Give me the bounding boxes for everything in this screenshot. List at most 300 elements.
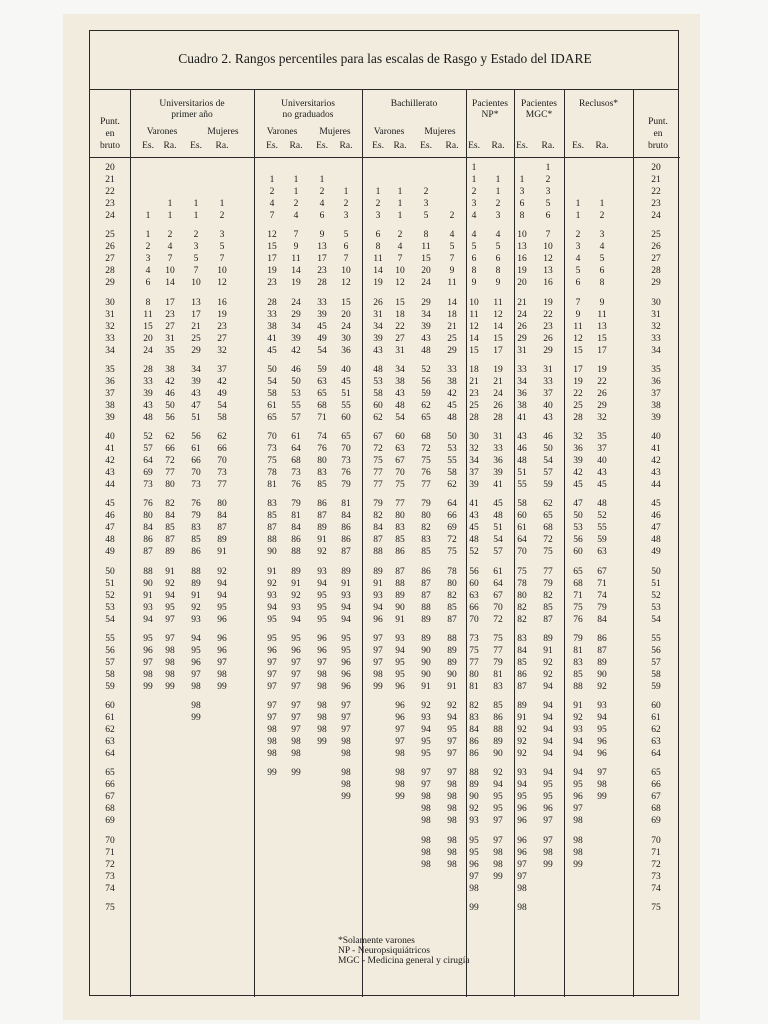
row-score-right: 31 — [651, 309, 661, 320]
row-score-left: 20 — [105, 163, 115, 173]
row-score-left: 42 — [105, 456, 115, 467]
table-cell: 11 — [493, 297, 503, 308]
row-score-right: 35 — [651, 364, 661, 375]
table-cell: 45 — [493, 499, 503, 510]
table-cell: 14 — [291, 266, 301, 277]
table-cell: 49 — [217, 388, 227, 399]
table-cell: 4 — [495, 230, 501, 241]
table-cell: 53 — [573, 523, 583, 534]
table-cell: 6 — [375, 230, 381, 241]
table-cell: 59 — [597, 535, 607, 546]
table-cell: 93 — [143, 602, 153, 613]
table-cell: 42 — [573, 468, 583, 479]
table-cell: 80 — [317, 456, 327, 467]
group-header: NP* — [481, 110, 499, 120]
table-cell: 7 — [449, 254, 455, 265]
table-cell: 98 — [517, 883, 527, 894]
table-cell: 83 — [469, 713, 479, 724]
table-cell: 57 — [143, 444, 153, 455]
table-cell: 4 — [145, 266, 151, 277]
table-cell: 95 — [469, 847, 479, 858]
table-cell: 11 — [421, 242, 431, 253]
table-cell: 94 — [543, 768, 553, 779]
table-cell: 87 — [421, 590, 431, 601]
table-cell: 96 — [291, 645, 301, 656]
table-cell: 96 — [543, 804, 553, 815]
table-cell: 60 — [373, 400, 383, 411]
row-score-right: 25 — [651, 230, 661, 241]
row-score-left: 29 — [105, 278, 115, 289]
row-score-left: 70 — [105, 835, 115, 846]
table-cell: 3 — [471, 199, 477, 210]
row-score-left: 27 — [105, 254, 115, 265]
table-cell: 5 — [343, 230, 349, 241]
table-cell: 96 — [217, 614, 227, 625]
table-cell: 94 — [543, 701, 553, 711]
table-cell: 20 — [421, 266, 431, 277]
table-cell: 98 — [317, 681, 327, 692]
row-score-right: 65 — [651, 768, 661, 779]
table-cell: 80 — [469, 669, 479, 680]
table-cell: 70 — [267, 432, 277, 442]
table-cell: 98 — [191, 681, 201, 692]
table-cell: 70 — [517, 547, 527, 558]
table-cell: 5 — [219, 242, 225, 253]
table-cell: 15 — [597, 333, 607, 344]
sub-label: Ra. — [289, 141, 303, 151]
table-cell: 48 — [373, 364, 383, 375]
punt-header-right: bruto — [647, 141, 669, 151]
table-cell: 88 — [267, 535, 277, 546]
table-cell: 91 — [517, 713, 527, 724]
sub-label: Ra. — [595, 141, 609, 151]
table-cell: 95 — [341, 633, 351, 644]
table-cell: 98 — [341, 768, 351, 779]
table-cell: 98 — [267, 749, 277, 760]
table-cell: 2 — [343, 199, 349, 210]
row-score-right: 37 — [651, 388, 661, 399]
sub-label: Ra. — [491, 141, 505, 151]
table-cell: 12 — [267, 230, 277, 241]
table-cell: 9 — [449, 266, 455, 277]
table-cell: 66 — [469, 602, 479, 613]
table-cell: 76 — [143, 499, 153, 510]
row-score-right: 75 — [651, 902, 661, 913]
table-cell: 7 — [193, 266, 199, 277]
table-cell: 34 — [517, 376, 527, 387]
table-cell: 45 — [317, 321, 327, 332]
sex-label-male: Varones — [266, 127, 298, 137]
table-cell: 98 — [447, 780, 457, 791]
row-score-left: 38 — [105, 400, 115, 411]
table-cell: 77 — [373, 480, 383, 491]
table-cell: 95 — [421, 737, 431, 748]
table-cell: 84 — [341, 511, 351, 522]
table-cell: 76 — [291, 480, 301, 491]
table-cell: 91 — [165, 566, 175, 577]
table-cell: 19 — [543, 297, 553, 308]
table-cell: 2 — [145, 242, 151, 253]
table-cell: 83 — [421, 535, 431, 546]
table-cell: 42 — [291, 345, 301, 356]
table-cell: 28 — [143, 364, 153, 375]
table-cell: 70 — [469, 614, 479, 625]
table-cell: 4 — [575, 254, 581, 265]
table-cell: 85 — [421, 547, 431, 558]
table-cell: 43 — [373, 345, 383, 356]
table-cell: 94 — [291, 614, 301, 625]
table-cell: 36 — [573, 444, 583, 455]
group-header: MGC* — [525, 110, 553, 120]
table-cell: 98 — [341, 780, 351, 791]
table-cell: 85 — [165, 523, 175, 534]
table-cell: 6 — [319, 211, 325, 222]
table-cell: 96 — [517, 835, 527, 846]
table-cell: 65 — [267, 412, 277, 423]
table-cell: 96 — [373, 614, 383, 625]
row-score-right: 33 — [651, 333, 661, 344]
table-cell: 60 — [517, 511, 527, 522]
table-cell: 22 — [597, 376, 607, 387]
table-cell: 99 — [341, 792, 351, 803]
table-cell: 4 — [599, 242, 605, 253]
table-cell: 94 — [597, 713, 607, 724]
table-cell: 96 — [597, 749, 607, 760]
table-cell: 16 — [517, 254, 527, 265]
table-cell: 97 — [447, 749, 457, 760]
table-cell: 90 — [267, 547, 277, 558]
table-cell: 12 — [573, 333, 583, 344]
table-cell: 15 — [143, 321, 153, 332]
table-cell: 24 — [341, 321, 351, 332]
table-cell: 1 — [167, 211, 173, 222]
table-cell: 90 — [143, 578, 153, 589]
footnote-solamente: *Solamente varones — [338, 936, 415, 946]
table-cell: 75 — [373, 456, 383, 467]
row-score-left: 26 — [105, 242, 115, 253]
table-cell: 11 — [373, 254, 383, 265]
table-cell: 10 — [191, 278, 201, 289]
row-score-left: 47 — [105, 523, 115, 534]
table-cell: 38 — [395, 376, 405, 387]
table-cell: 87 — [217, 523, 227, 534]
table-cell: 98 — [291, 749, 301, 760]
table-cell: 78 — [517, 578, 527, 589]
table-cell: 88 — [493, 725, 503, 736]
punt-header-left: bruto — [99, 141, 121, 151]
table-cell: 98 — [395, 749, 405, 760]
table-cell: 10 — [469, 297, 479, 308]
table-cell: 73 — [143, 480, 153, 491]
table-cell: 89 — [447, 657, 457, 668]
table-cell: 55 — [291, 400, 301, 411]
table-cell: 93 — [291, 602, 301, 613]
table-cell: 81 — [469, 681, 479, 692]
table-cell: 23 — [543, 321, 553, 332]
table-cell: 97 — [543, 816, 553, 827]
table-cell: 28 — [573, 412, 583, 423]
table-cell: 1 — [495, 175, 501, 186]
table-cell: 5 — [495, 242, 501, 253]
table-cell: 33 — [493, 444, 503, 455]
row-score-left: 22 — [105, 187, 115, 198]
table-cell: 81 — [291, 511, 301, 522]
row-score-left: 63 — [105, 737, 115, 748]
table-cell: 98 — [421, 792, 431, 803]
table-cell: 43 — [395, 388, 405, 399]
table-cell: 85 — [191, 535, 201, 546]
table-cell: 94 — [395, 645, 405, 656]
table-cell: 29 — [421, 297, 431, 308]
table-cell: 84 — [597, 614, 607, 625]
table-cell: 86 — [469, 749, 479, 760]
table-cell: 93 — [317, 566, 327, 577]
table-cell: 93 — [517, 768, 527, 779]
table-cell: 95 — [597, 725, 607, 736]
table-cell: 5 — [471, 242, 477, 253]
table-cell: 91 — [573, 701, 583, 711]
table-cell: 95 — [165, 602, 175, 613]
table-cell: 61 — [493, 566, 503, 577]
row-score-left: 72 — [105, 859, 115, 870]
table-cell: 6 — [471, 254, 477, 265]
table-cell: 96 — [217, 645, 227, 656]
table-cell: 22 — [573, 388, 583, 399]
table-cell: 45 — [573, 480, 583, 491]
table-cell: 43 — [191, 388, 201, 399]
table-cell: 97 — [191, 669, 201, 680]
table-cell: 93 — [597, 701, 607, 711]
table-cell: 92 — [543, 657, 553, 668]
table-cell: 77 — [165, 468, 175, 479]
table-cell: 89 — [317, 523, 327, 534]
table-cell: 39 — [573, 456, 583, 467]
footnote-np: NP - Neuropsiquiátricos — [338, 946, 430, 956]
table-cell: 89 — [191, 578, 201, 589]
table-cell: 2 — [575, 230, 581, 241]
table-cell: 89 — [373, 566, 383, 577]
table-cell: 5 — [449, 242, 455, 253]
table-cell: 98 — [493, 847, 503, 858]
table-cell: 1 — [343, 187, 349, 198]
footnotes — [338, 936, 470, 966]
row-score-right: 50 — [651, 566, 661, 577]
table-cell: 8 — [519, 211, 525, 222]
table-cell: 98 — [573, 835, 583, 846]
row-score-right: 45 — [651, 499, 661, 510]
punt-header-left: Punt. — [100, 117, 120, 127]
table-cell: 67 — [395, 456, 405, 467]
row-score-left: 58 — [105, 669, 115, 680]
table-cell: 88 — [469, 768, 479, 779]
table-cell: 61 — [291, 432, 301, 442]
table-cell: 55 — [341, 400, 351, 411]
row-score-left: 36 — [105, 376, 115, 387]
row-score-right: 59 — [651, 681, 661, 692]
row-score-right: 24 — [651, 211, 661, 222]
table-cell: 52 — [421, 364, 431, 375]
column-divider — [362, 89, 363, 997]
table-cell: 58 — [517, 499, 527, 510]
table-cell: 15 — [573, 345, 583, 356]
table-cell: 96 — [395, 681, 405, 692]
table-cell: 11 — [573, 321, 583, 332]
table-cell: 7 — [219, 254, 225, 265]
table-cell: 76 — [573, 614, 583, 625]
table-cell: 73 — [267, 444, 277, 455]
table-cell: 19 — [291, 278, 301, 289]
table-cell: 87 — [373, 535, 383, 546]
table-cell: 96 — [191, 657, 201, 668]
table-cell: 19 — [573, 376, 583, 387]
table-cell: 95 — [143, 633, 153, 644]
table-cell: 96 — [395, 701, 405, 711]
table-cell: 34 — [191, 364, 201, 375]
table-cell: 95 — [191, 645, 201, 656]
table-cell: 92 — [421, 701, 431, 711]
table-cell: 51 — [493, 523, 503, 534]
table-cell: 94 — [517, 780, 527, 791]
table-cell: 97 — [291, 669, 301, 680]
table-cell: 97 — [341, 701, 351, 711]
table-cell: 29 — [291, 309, 301, 320]
row-score-right: 20 — [651, 163, 661, 173]
table-cell: 55 — [447, 456, 457, 467]
table-cell: 94 — [543, 713, 553, 724]
row-score-left: 32 — [105, 321, 115, 332]
table-cell: 1 — [397, 211, 403, 222]
table-cell: 99 — [317, 737, 327, 748]
table-cell: 12 — [493, 309, 503, 320]
table-cell: 87 — [543, 614, 553, 625]
table-cell: 52 — [469, 547, 479, 558]
table-cell: 84 — [469, 725, 479, 736]
table-cell: 43 — [597, 468, 607, 479]
table-cell: 9 — [495, 278, 501, 289]
table-cell: 73 — [191, 480, 201, 491]
sub-label: Es. — [572, 141, 584, 151]
table-cell: 87 — [341, 547, 351, 558]
row-score-right: 38 — [651, 400, 661, 411]
table-cell: 41 — [493, 480, 503, 491]
table-cell: 18 — [395, 309, 405, 320]
column-divider — [254, 89, 255, 997]
table-cell: 85 — [317, 480, 327, 491]
table-cell: 11 — [143, 309, 153, 320]
table-cell: 1 — [471, 163, 477, 173]
row-score-left: 46 — [105, 511, 115, 522]
table-cell: 96 — [317, 645, 327, 656]
table-cell: 22 — [395, 321, 405, 332]
table-cell: 48 — [597, 499, 607, 510]
table-cell: 92 — [543, 669, 553, 680]
table-cell: 91 — [447, 681, 457, 692]
table-cell: 78 — [447, 566, 457, 577]
row-score-right: 21 — [651, 175, 661, 186]
group-header: Bachillerato — [390, 99, 438, 109]
table-cell: 38 — [447, 376, 457, 387]
table-cell: 43 — [421, 333, 431, 344]
table-cell: 55 — [597, 523, 607, 534]
table-cell: 72 — [421, 444, 431, 455]
table-cell: 31 — [493, 432, 503, 442]
table-cell: 97 — [493, 816, 503, 827]
table-cell: 94 — [493, 780, 503, 791]
table-cell: 34 — [291, 321, 301, 332]
table-cell: 96 — [217, 633, 227, 644]
table-cell: 6 — [599, 266, 605, 277]
table-cell: 48 — [517, 456, 527, 467]
table-cell: 2 — [293, 199, 299, 210]
table-cell: 21 — [191, 321, 201, 332]
table-cell: 3 — [193, 242, 199, 253]
table-cell: 7 — [575, 297, 581, 308]
table-cell: 54 — [217, 400, 227, 411]
row-score-left: 56 — [105, 645, 115, 656]
row-score-right: 70 — [651, 835, 661, 846]
table-cell: 57 — [493, 547, 503, 558]
table-cell: 2 — [167, 230, 173, 241]
table-cell: 88 — [395, 578, 405, 589]
table-cell: 85 — [447, 602, 457, 613]
table-cell: 71 — [317, 412, 327, 423]
table-cell: 95 — [543, 780, 553, 791]
table-cell: 92 — [191, 602, 201, 613]
table-cell: 92 — [517, 725, 527, 736]
table-cell: 87 — [165, 535, 175, 546]
table-cell: 24 — [517, 309, 527, 320]
table-cell: 56 — [469, 566, 479, 577]
table-cell: 23 — [165, 309, 175, 320]
table-cell: 79 — [493, 657, 503, 668]
table-cell: 79 — [573, 633, 583, 644]
table-cell: 95 — [341, 645, 351, 656]
table-cell: 45 — [341, 376, 351, 387]
table-cell: 95 — [217, 602, 227, 613]
table-cell: 77 — [493, 645, 503, 656]
table-cell: 1 — [167, 199, 173, 210]
table-cell: 93 — [469, 816, 479, 827]
table-cell: 39 — [421, 321, 431, 332]
table-cell: 97 — [165, 633, 175, 644]
table-cell: 71 — [597, 578, 607, 589]
table-cell: 11 — [291, 254, 301, 265]
table-cell: 10 — [165, 266, 175, 277]
table-cell: 3 — [219, 230, 225, 241]
table-cell: 94 — [447, 713, 457, 724]
table-cell: 60 — [395, 432, 405, 442]
table-cell: 92 — [317, 547, 327, 558]
table-cell: 91 — [373, 578, 383, 589]
table-cell: 64 — [493, 578, 503, 589]
table-cell: 98 — [517, 902, 527, 913]
table-cell: 62 — [543, 499, 553, 510]
row-score-left: 55 — [105, 633, 115, 644]
table-cell: 57 — [291, 412, 301, 423]
table-cell: 96 — [469, 859, 479, 870]
table-cell: 96 — [143, 645, 153, 656]
table-cell: 92 — [267, 578, 277, 589]
row-score-left: 68 — [105, 804, 115, 815]
table-cell: 6 — [575, 278, 581, 289]
table-cell: 15 — [395, 297, 405, 308]
table-cell: 66 — [447, 511, 457, 522]
table-cell: 82 — [421, 523, 431, 534]
table-cell: 2 — [495, 199, 501, 210]
table-cell: 79 — [191, 511, 201, 522]
table-cell: 51 — [341, 388, 351, 399]
table-cell: 28 — [469, 412, 479, 423]
